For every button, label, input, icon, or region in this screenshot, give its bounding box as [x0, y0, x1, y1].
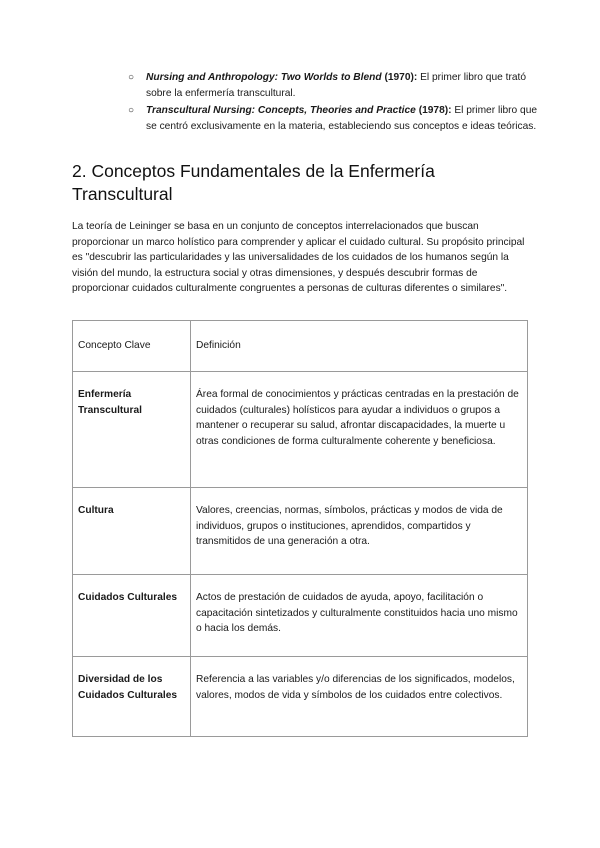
- definition-cell: Referencia a las variables y/o diferencias de los significados, modelos, valores, modos de vida y símbolos de los cuidados entre colectivos.: [191, 657, 528, 737]
- book-title: Transcultural Nursing: Concepts, Theories and Practice: [146, 105, 416, 116]
- section-heading: 2. Conceptos Fundamentales de la Enfermería Transcultural: [72, 161, 435, 204]
- definition-cell: Valores, creencias, normas, símbolos, prácticas y modos de vida de individuos, grupos o instituciones, aprendidos, compartidos y transmitidos de una generación a otra.: [191, 488, 528, 575]
- header-definition: Definición: [191, 321, 528, 372]
- concept-cell: Cuidados Culturales: [73, 575, 191, 657]
- definition-cell: Actos de prestación de cuidados de ayuda, apoyo, facilitación o capacitación sintetizados y culturalmente constituidos hacia uno mismo o hacia los demás.: [191, 575, 528, 657]
- concept-cell: Enfermería Transcultural: [73, 372, 191, 488]
- book-title: Nursing and Anthropology: Two Worlds to Blend: [146, 72, 382, 83]
- book-year: (1978):: [415, 105, 452, 116]
- header-concept: Concepto Clave: [73, 321, 191, 372]
- book-description: El primer libro que trató sobre la enfermería transcultural.: [146, 72, 527, 99]
- table-row: [73, 372, 528, 488]
- book-description: El primer libro que se centró exclusivamente en la materia, estableciendo sus conceptos e ideas teóricas.: [146, 105, 538, 132]
- definition-cell: Área formal de conocimientos y prácticas centradas en la prestación de cuidados (culturales) holísticos para ayudar a individuos o grupos a mantener o recuperar su salud, afrontar discapacidades, la muerte u otras condiciones de forma culturalmente coherente y beneficiosa.: [191, 372, 528, 488]
- list-item: [128, 70, 538, 101]
- intro-paragraph: La teoría de Leininger se basa en un conjunto de conceptos interrelacionados que buscan proporcionar un marco holístico para comprender y aplicar el cuidado cultural. Su propósito principal es "descubrir las particularidades y las universalidades de los cuidados de los humanos según la visión del mundo, la estructura social y otras dimensiones, y después descubrir formas de proporcionar cuidados culturalmente congruentes a personas de culturas diferentes o similares".: [72, 221, 525, 294]
- book-year: (1970):: [381, 72, 418, 83]
- table-row: [73, 575, 528, 657]
- table-row: [73, 488, 528, 575]
- concept-cell: Diversidad de los Cuidados Culturales: [73, 657, 191, 737]
- hollow-circle-bullet-icon: ○: [128, 72, 135, 83]
- hollow-circle-bullet-icon: ○: [128, 105, 135, 116]
- table-row: [73, 657, 528, 737]
- table-header-row: [73, 321, 528, 372]
- list-item: [128, 103, 538, 134]
- concepts-table: [72, 320, 528, 737]
- concept-cell: Cultura: [73, 488, 191, 575]
- book-list: [128, 70, 538, 136]
